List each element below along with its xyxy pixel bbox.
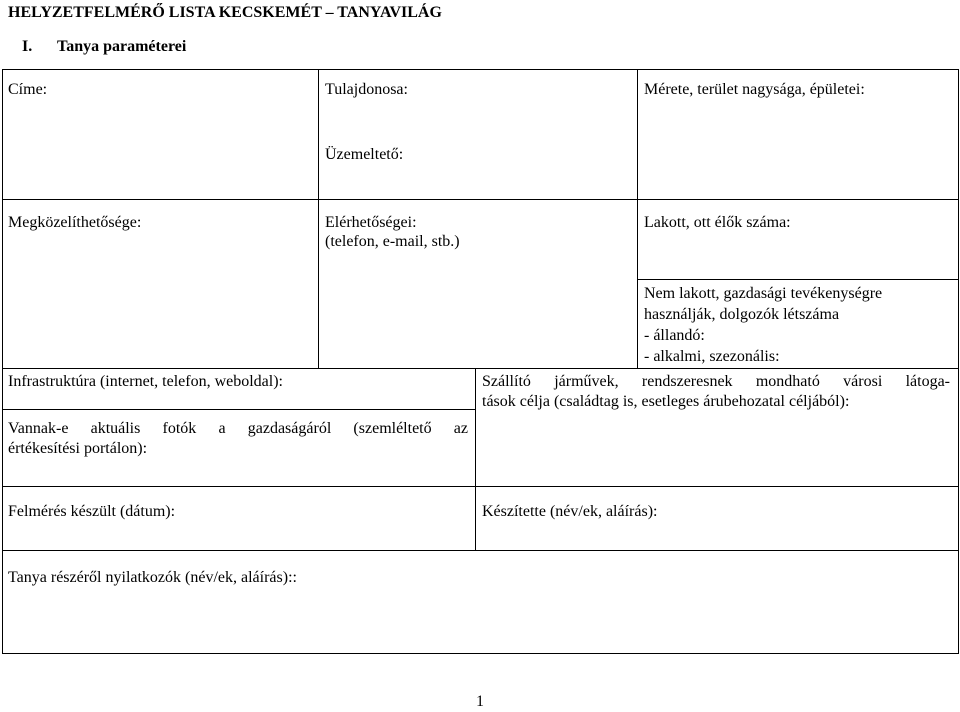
field-label-nem-lakott: Nem lakott, gazdasági tevékenységre <box>644 285 883 302</box>
section-number: I. <box>22 38 33 55</box>
field-label-elerhetosegei: Elérhetőségei: <box>325 214 417 231</box>
field-label-felmeres: Felmérés készült (dátum): <box>8 503 176 520</box>
row-divider-3 <box>2 368 959 369</box>
table-right-border <box>958 69 959 653</box>
section-title: Tanya paraméterei <box>57 38 187 55</box>
row-divider-2 <box>637 279 959 280</box>
field-label-fotok <box>8 419 468 459</box>
field-label-allando: - állandó: <box>644 327 705 344</box>
field-label-szallito-line-1: Szállító járművek, rendszeresnek mondható városi látoga- <box>482 373 950 390</box>
field-label-uzemelteto: Üzemeltető: <box>325 146 404 163</box>
field-label-megkozelithetosege: Megközelíthetősége: <box>8 214 142 231</box>
field-label-infrastruktura: Infrastruktúra (internet, telefon, weboldal): <box>8 373 283 390</box>
field-label-merete: Mérete, terület nagysága, épületei: <box>644 81 865 98</box>
field-label-keszitette: Készítette (név/ek, aláírás): <box>482 503 658 520</box>
column-divider-1 <box>318 69 319 368</box>
table-bottom-border <box>2 653 959 654</box>
row-divider-4 <box>2 409 476 410</box>
page-number: 1 <box>476 693 484 710</box>
row-divider-6 <box>2 550 959 551</box>
column-divider-4 <box>475 486 476 550</box>
table-top-border <box>2 69 959 70</box>
column-divider-3 <box>475 368 476 486</box>
field-label-elerhetosegei-note: (telefon, e-mail, stb.) <box>325 233 460 250</box>
field-label-cime: Címe: <box>8 81 48 98</box>
field-label-tulajdonosa: Tulajdonosa: <box>325 81 408 98</box>
document-title: HELYZETFELMÉRŐ LISTA KECSKEMÉT – TANYAVILÁG <box>8 4 442 21</box>
field-label-nem-lakott-2: használják, dolgozók létszáma <box>644 306 840 323</box>
column-divider-2 <box>637 69 638 368</box>
field-label-alkalmi: - alkalmi, szezonális: <box>644 348 780 365</box>
table-left-border <box>2 69 3 653</box>
row-divider-1 <box>2 199 959 200</box>
row-divider-5 <box>2 486 959 487</box>
field-label-lakott: Lakott, ott élők száma: <box>644 214 791 231</box>
field-label-szallito <box>482 372 950 412</box>
field-label-fotok-line-1: Vannak-e aktuális fotók a gazdaságáról (szemléltető az <box>8 420 468 437</box>
field-label-fotok-line-2: értékesítési portálon): <box>8 440 148 457</box>
field-label-nyilatkozok: Tanya részéről nyilatkozók (név/ek, aláírás):: <box>8 569 297 586</box>
field-label-szallito-line-2: tások célja (családtag is, esetleges árubehozatal céljából): <box>482 393 850 410</box>
